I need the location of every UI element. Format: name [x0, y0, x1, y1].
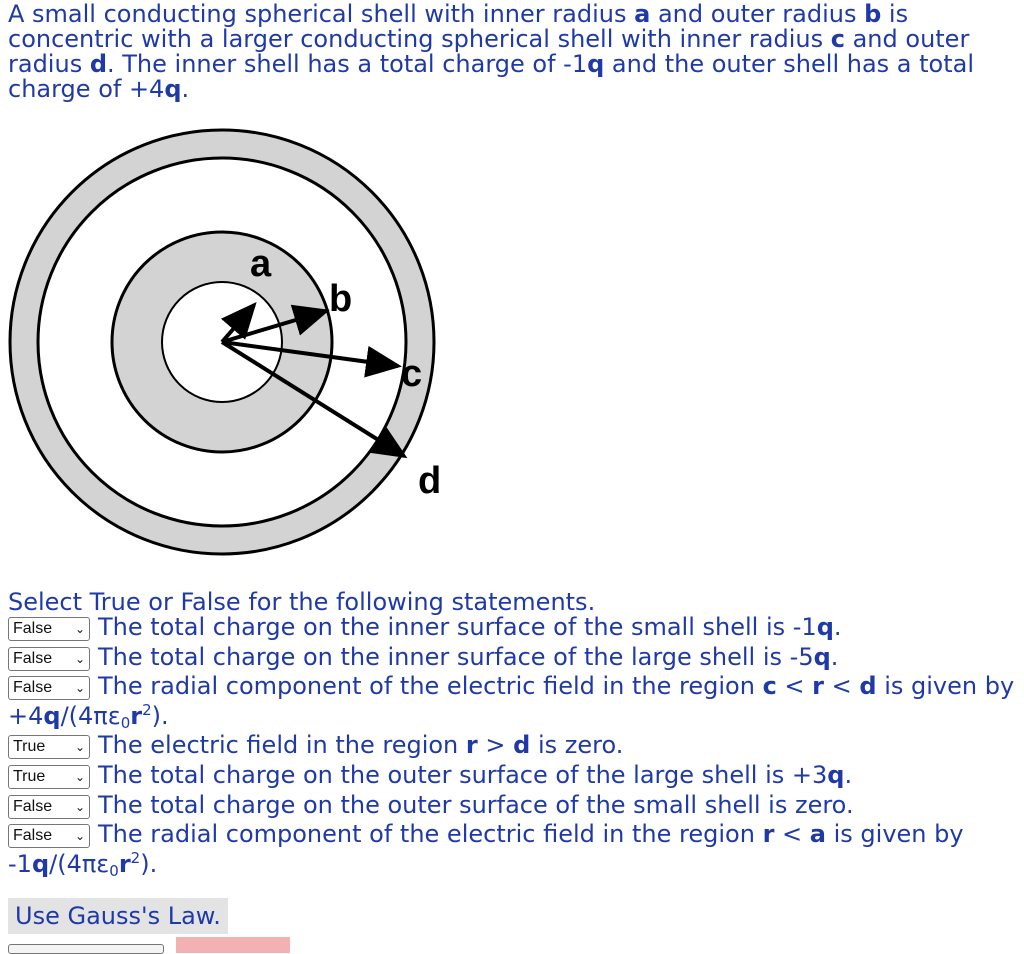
var-d: d	[859, 672, 877, 701]
chevron-down-icon: ⌄	[74, 681, 85, 696]
var-q: q	[827, 760, 845, 789]
statement-text: .	[833, 613, 842, 641]
select-value: False	[13, 679, 53, 697]
check-answer-button[interactable]	[8, 944, 164, 954]
statement-text: <	[774, 820, 810, 849]
statement-text: ).	[140, 849, 158, 878]
statement-text: is given by +4	[8, 672, 1015, 730]
intro-text: is concentric with a larger conducting spherical shell with inner radius	[8, 0, 909, 53]
var-r: r	[465, 731, 478, 760]
var-q: q	[816, 613, 834, 641]
var-d: d	[513, 731, 531, 760]
statement-text: .	[844, 760, 853, 789]
true-false-select[interactable]	[8, 617, 90, 641]
intro-text: and outer radius	[650, 0, 865, 28]
var-r: r	[118, 849, 131, 878]
statement-text: is zero.	[530, 731, 624, 760]
true-false-select[interactable]	[8, 647, 90, 671]
statement-row	[8, 820, 1018, 879]
subscript-zero: 0	[109, 861, 119, 880]
chevron-down-icon: ⌄	[74, 829, 85, 844]
var-d: d	[89, 50, 108, 78]
var-r: r	[762, 820, 775, 849]
select-value: True	[13, 767, 46, 785]
statement-text: /(4πε	[49, 849, 110, 878]
true-false-select[interactable]	[8, 676, 90, 700]
var-a: a	[809, 820, 826, 849]
statement-text: >	[477, 731, 514, 760]
statement-row	[8, 672, 1018, 731]
statement-text: The electric field in the region	[98, 731, 466, 760]
label-b: b	[329, 278, 353, 320]
var-q: q	[587, 50, 605, 78]
true-false-select[interactable]	[8, 824, 90, 848]
statement-text: The total charge on the outer surface of the small shell is zero.	[98, 790, 854, 819]
intro-text: and the outer shell has a total charge of +4	[8, 50, 974, 103]
select-value: False	[13, 649, 53, 667]
statement-text: is given by -1	[8, 820, 964, 878]
problem-statement	[8, 2, 1018, 102]
instruction-text: Select True or False for the following statements.	[8, 588, 596, 616]
statement-row	[8, 643, 1018, 673]
statement-text: .	[830, 642, 839, 671]
statement-text: The total charge on the inner surface of the large shell is -5	[98, 642, 814, 671]
select-value: False	[13, 827, 53, 845]
var-a: a	[634, 0, 651, 28]
label-a: a	[250, 243, 272, 285]
chevron-down-icon: ⌄	[74, 799, 85, 814]
var-q: q	[31, 849, 50, 878]
var-r: r	[130, 701, 143, 730]
var-b: b	[864, 0, 882, 28]
true-false-select[interactable]	[8, 795, 90, 819]
subscript-zero: 0	[120, 713, 131, 732]
var-c: c	[762, 672, 777, 701]
select-value: False	[13, 797, 53, 815]
var-r: r	[812, 672, 825, 701]
chevron-down-icon: ⌄	[74, 651, 85, 666]
var-q: q	[164, 75, 182, 103]
true-false-select[interactable]	[8, 735, 90, 759]
statement-text: ).	[151, 701, 169, 730]
chevron-down-icon: ⌄	[74, 740, 85, 755]
chevron-down-icon: ⌄	[74, 769, 85, 784]
var-q: q	[43, 701, 61, 730]
superscript-two: 2	[130, 848, 141, 867]
statement-text: The radial component of the electric field in the region	[98, 820, 763, 849]
hint-box: Use Gauss's Law.	[8, 898, 228, 934]
statement-row	[8, 761, 1018, 791]
statement-row	[8, 613, 1018, 643]
statement-text: The total charge on the outer surface of the large shell is +3	[98, 760, 828, 789]
superscript-two: 2	[142, 700, 152, 719]
label-d: d	[418, 460, 442, 502]
intro-text: and outer radius	[8, 25, 970, 78]
chevron-down-icon: ⌄	[74, 622, 85, 636]
select-value: False	[13, 620, 53, 637]
intro-text: A small conducting spherical shell with inner radius	[8, 0, 635, 28]
intro-text: . The inner shell has a total charge of -1	[107, 50, 588, 78]
intro-text: .	[181, 75, 190, 103]
statement-row	[8, 791, 1018, 821]
statement-text: The total charge on the inner surface of the small shell is -1	[98, 613, 817, 641]
select-value: True	[13, 738, 46, 756]
statement-list	[8, 613, 1018, 879]
statement-text: <	[824, 672, 860, 701]
label-c: c	[401, 353, 423, 395]
concentric-shells-figure	[0, 120, 470, 590]
var-c: c	[830, 25, 845, 53]
statement-row	[8, 731, 1018, 761]
statement-text: <	[776, 672, 813, 701]
statement-text: The radial component of the electric field in the region	[98, 672, 763, 701]
true-false-select[interactable]	[8, 765, 90, 789]
statement-text: /(4πε	[60, 701, 121, 730]
var-q: q	[813, 642, 831, 671]
